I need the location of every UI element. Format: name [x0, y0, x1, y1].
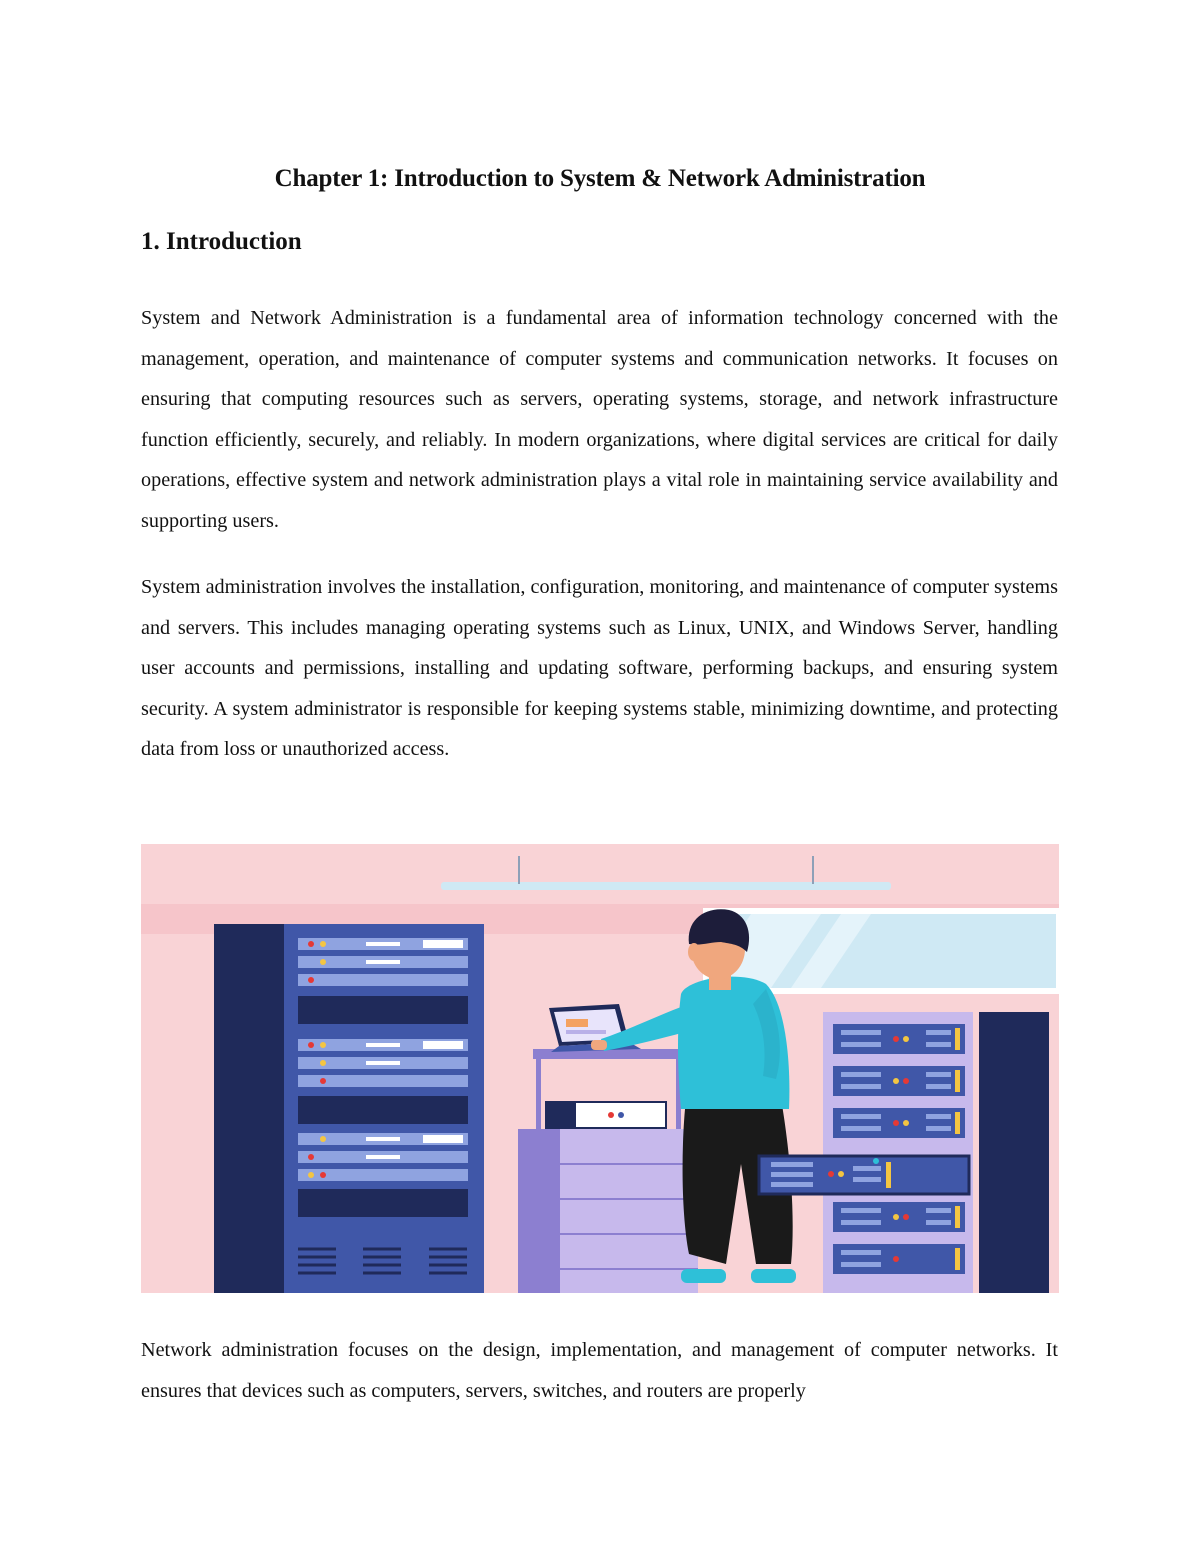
- section-heading: 1. Introduction: [141, 228, 302, 255]
- paragraph-network-administration: Network administration focuses on the design, implementation, and management of computer networks. It ensures that devices such as computers, servers, switches, and routers are properly: [141, 1339, 1058, 1402]
- paragraph-intro: System and Network Administration is a fundamental area of information technology concerned with the management, operation, and maintenance of computer systems and communication networks. It focuses on ensuring that computing resources such as servers, operating systems, storage, and network infrastructure function efficiently, securely, and reliably. In modern organizations, where digital services are critical for daily operations, effective system and network administration plays a vital role in maintaining service availability and supporting users.: [141, 307, 1058, 532]
- paragraph-system-administration: System administration involves the installation, configuration, monitoring, and maintenance of computer systems and servers. This includes managing operating systems such as Linux, UNIX, and Windows Server, handling user accounts and permissions, installing and updating software, performing backups, and ensuring system security. A system administrator is responsible for keeping systems stable, minimizing downtime, and protecting data from loss or unauthorized access.: [141, 576, 1058, 761]
- left-server-rack: [214, 924, 484, 1293]
- server-room-illustration: [141, 844, 1059, 1293]
- chapter-title: Chapter 1: Introduction to System & Network Administration: [274, 165, 926, 192]
- ceiling-light-bar: [441, 882, 891, 890]
